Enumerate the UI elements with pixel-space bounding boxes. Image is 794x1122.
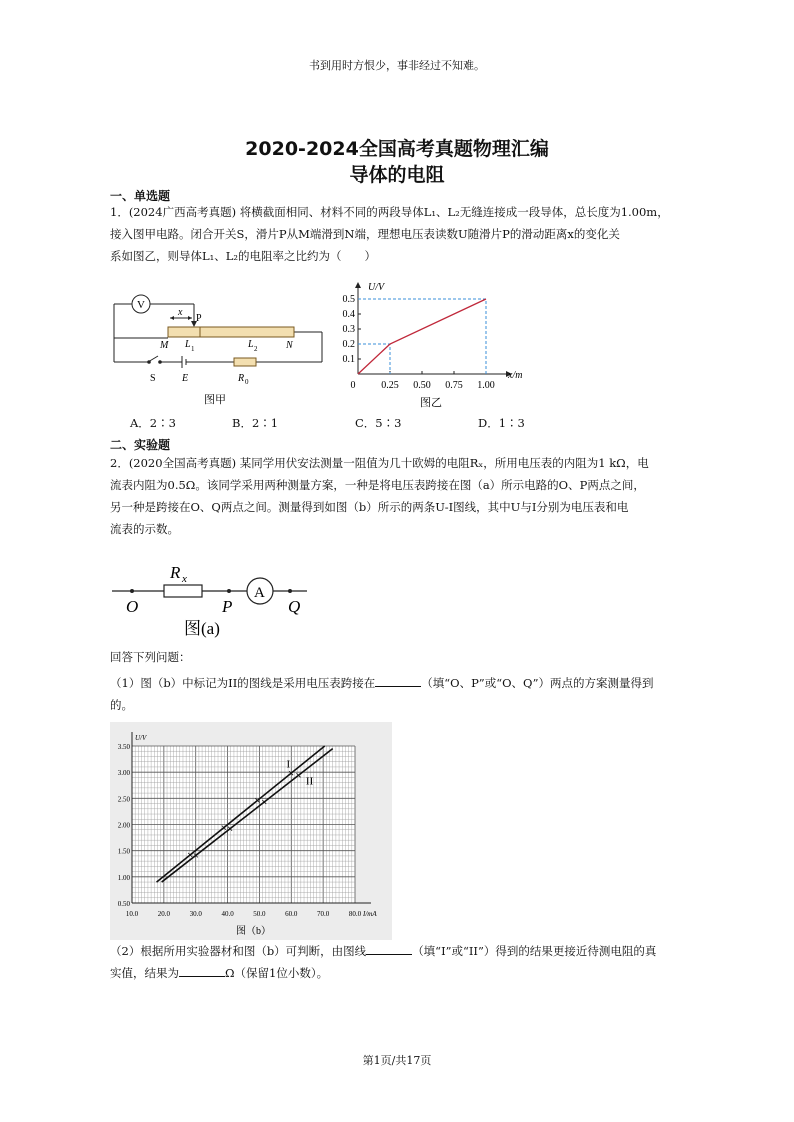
y-tick-label: 3.50 <box>117 743 130 751</box>
header-motto: 书到用时方恨少，事非经过不知难。 <box>309 59 485 72</box>
answer-blank-3[interactable] <box>179 965 225 977</box>
x-tick-label: 20.0 <box>157 910 170 918</box>
rx-label: R <box>170 563 181 582</box>
q2-line4: 流表的示数。 <box>110 522 179 536</box>
x-axis-label: x/m <box>508 370 523 381</box>
y-tick-label: 0.5 <box>342 294 355 305</box>
q1-line1: 1．(2024广西高考真题) 将横截面相同、材料不同的两段导体L₁、L₂无缝连接成一段导体，总长度为1.00m， <box>110 205 669 219</box>
x-tick-label: 0.50 <box>413 380 431 391</box>
l1-sub: 1 <box>191 345 195 353</box>
page-footer: 第1页/共17页 <box>362 1054 432 1067</box>
sub2-text-a: （2）根据所用实验器材和图（b）可判断，由图线 <box>110 944 367 958</box>
figure-b-chart <box>110 722 392 940</box>
ammeter-label: A <box>254 585 265 601</box>
option-b: B．2∶1 <box>232 416 279 430</box>
sub1-text-c: 的。 <box>110 698 133 712</box>
page-title: 2020-2024全国高考真题物理汇编 <box>245 138 549 160</box>
x-tick-label: 0.75 <box>445 380 463 391</box>
l2-label: L <box>248 339 254 350</box>
q2-line3: 另一种是跨接在O、Q两点之间。测量得到如图（b）所示的两条U-I图线，其中U与I分别为电压表和电 <box>110 500 629 514</box>
y-tick-label: 0.3 <box>342 324 355 335</box>
fig-yi-caption: 图乙 <box>420 397 442 409</box>
series-line <box>358 299 486 374</box>
y-axis-arrow <box>355 282 361 288</box>
answer-blank-1[interactable] <box>375 675 421 687</box>
x-tick-label: 70.0 <box>317 910 330 918</box>
x-label: x <box>178 307 183 318</box>
q2-line1: 2．(2020全国高考真题) 某同学用伏安法测量一阻值为几十欧姆的电阻Rₓ，所用电压表的内阻为1 kΩ，电 <box>110 456 649 470</box>
fig-jia-caption: 图甲 <box>204 394 226 406</box>
x-tick-label: 10.0 <box>125 910 139 918</box>
q1-line3: 系如图乙，则导体L₁、L₂的电阻率之比约为（ ） <box>110 249 376 263</box>
y-tick-label: 2.50 <box>117 795 130 804</box>
question-2-text <box>110 452 690 540</box>
n-label: N <box>286 340 293 351</box>
x-tick-label: 60.0 <box>285 910 298 918</box>
y-tick-label: 0.50 <box>117 900 130 908</box>
origin-label: 0 <box>350 380 356 391</box>
sub2-text-b: （填“I”或“II”）得到的结果更接近待测电阻的真 <box>412 944 657 958</box>
fig-b-caption: 图（b） <box>236 926 271 937</box>
voltmeter-label: V <box>137 299 145 311</box>
question-1-text <box>110 201 690 267</box>
y-tick-label: 0.2 <box>342 339 355 350</box>
series-label-I: I <box>286 758 291 771</box>
x-tick-label: 50.0 <box>253 910 266 918</box>
sub2-text-d: Ω（保留1位小数）。 <box>225 966 329 980</box>
rx-sub: x <box>182 573 187 585</box>
r0-label: R <box>238 373 245 384</box>
y-axis-label: U/V <box>368 282 385 293</box>
series-label-II: II <box>305 775 314 788</box>
y-tick-label: 1.00 <box>117 873 130 882</box>
e-label: E <box>182 373 189 384</box>
x-tick-label: 40.0 <box>221 910 234 918</box>
l1-label: L <box>185 339 191 350</box>
p-node-label: P <box>222 597 233 616</box>
answer-intro: 回答下列问题： <box>110 650 191 664</box>
x-tick-label: 80.0 <box>348 910 362 918</box>
m-label: M <box>160 340 169 351</box>
q2-line2: 流表内阻为0.5Ω。该同学采用两种测量方案，一种是将电压表跨接在图（a）所示电路的O、P两点之间， <box>110 478 645 492</box>
y-axis-label: U/V <box>135 734 147 742</box>
option-c: C．5∶3 <box>355 416 402 430</box>
q-label: Q <box>288 597 301 616</box>
y-tick-label: 1.50 <box>117 847 130 856</box>
p-label: P <box>196 313 202 324</box>
section-single-choice: 一、单选题 <box>110 189 171 203</box>
sub1-text-b: （填“O、P”或“O、Q”）两点的方案测量得到 <box>421 676 654 690</box>
fig-a-caption: 图(a) <box>184 619 220 638</box>
option-a: A．2∶3 <box>130 416 176 430</box>
x-tick-label: 0.25 <box>381 380 399 391</box>
figure-yi-chart <box>336 280 532 410</box>
figure-a-circuit <box>112 556 322 640</box>
y-tick-label: 0.1 <box>342 354 355 365</box>
l2-sub: 2 <box>254 345 258 353</box>
x-tick-label: 30.0 <box>189 910 202 918</box>
subquestion-2 <box>110 940 690 984</box>
y-tick-label: 0.4 <box>342 309 355 320</box>
guide-line <box>358 299 486 374</box>
page-subtitle: 导体的电阻 <box>349 164 445 186</box>
y-tick-label: 2.00 <box>117 821 130 830</box>
section-experiment: 二、实验题 <box>110 438 171 452</box>
q1-line2: 接入图甲电路。闭合开关S，滑片P从M端滑到N端，理想电压表读数U随滑片P的滑动距离x的变化关 <box>110 227 620 241</box>
option-d: D．1∶3 <box>478 416 525 430</box>
sub2-text-c: 实值，结果为 <box>110 966 179 980</box>
o-label: O <box>126 597 139 616</box>
r0-sub: 0 <box>245 378 249 386</box>
subquestion-1 <box>110 672 690 716</box>
answer-blank-2[interactable] <box>366 943 412 955</box>
s-label: S <box>150 373 156 384</box>
x-axis-label: I/mA <box>363 910 377 918</box>
sub1-text-a: （1）图（b）中标记为II的图线是采用电压表跨接在 <box>110 676 376 690</box>
figure-jia-circuit <box>108 290 333 408</box>
y-tick-label: 3.00 <box>117 769 130 778</box>
x-tick-label: 1.00 <box>477 380 495 391</box>
